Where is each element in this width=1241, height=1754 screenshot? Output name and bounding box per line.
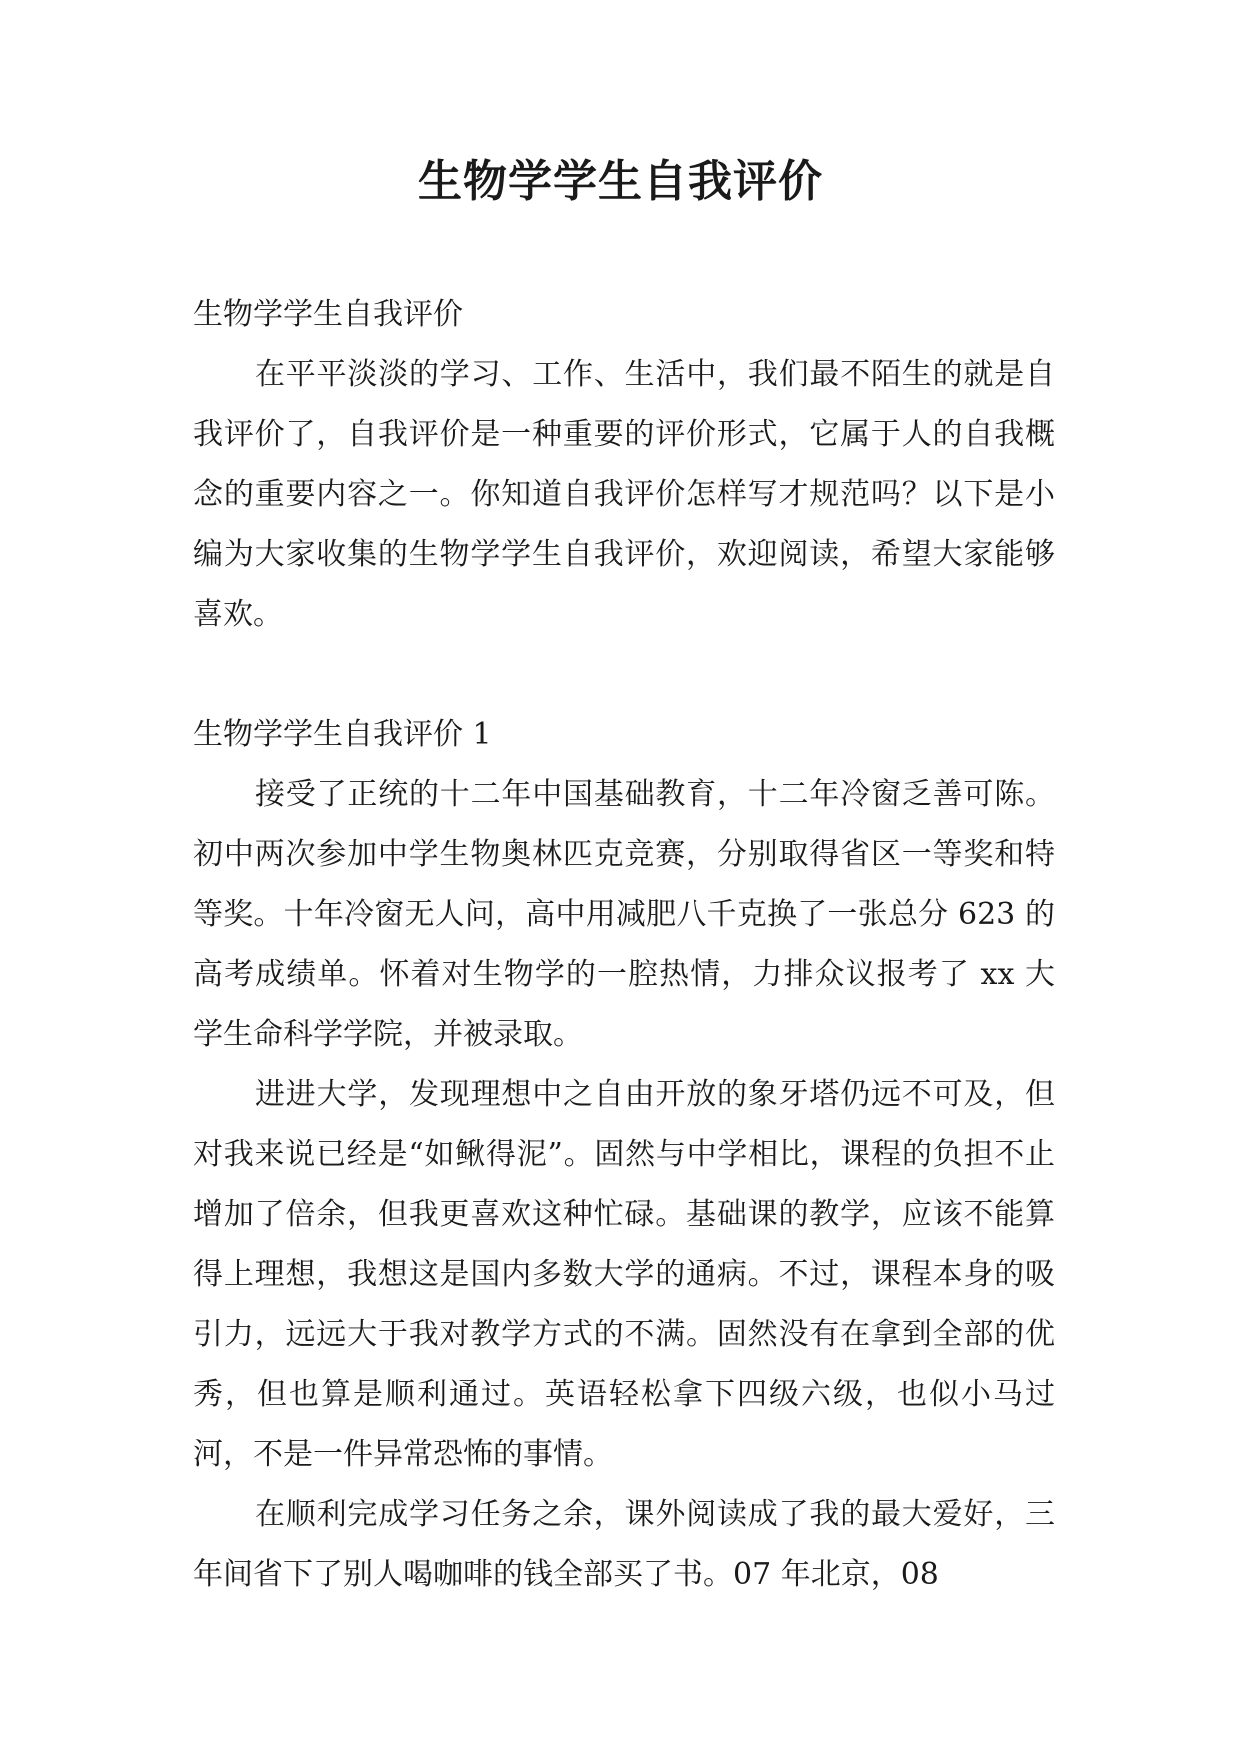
intro-paragraph: 在平平淡淡的学习、工作、生活中，我们最不陌生的就是自我评价了，自我评价是一种重要的评价形式，它属于人的自我概念的重要内容之一。你知道自我评价怎样写才规范吗？以下是小编为大家收集的生物学学生自我评价，欢迎阅读，希望大家能够喜欢。 (193, 357, 1055, 632)
intro-heading: 生物学学生自我评价 (193, 297, 463, 332)
section-spacer (193, 645, 1055, 705)
section1-paragraph-3: 在顺利完成学习任务之余，课外阅读成了我的最大爱好，三年间省下了别人喝咖啡的钱全部买了书。07 年北京，08 (193, 1497, 1055, 1592)
section1-paragraph-2: 进进大学，发现理想中之自由开放的象牙塔仍远不可及，但对我来说已经是“如鳅得泥”。固然与中学相比，课程的负担不止增加了倍余，但我更喜欢这种忙碌。基础课的教学，应该不能算得上理想，我想这是国内多数大学的通病。不过，课程本身的吸引力，远远大于我对教学方式的不满。固然没有在拿到全部的优秀，但也算是顺利通过。英语轻松拿下四级六级，也似小马过河，不是一件异常恐怖的事情。 (193, 1077, 1055, 1472)
document-title: 生物学学生自我评价 (418, 156, 823, 207)
section1-paragraph-1: 接受了正统的十二年中国基础教育，十二年冷窗乏善可陈。初中两次参加中学生物奥林匹克竞赛，分别取得省区一等奖和特等奖。十年冷窗无人问，高中用减肥八千克换了一张总分 623 的高考成绩单。怀着对生物学的一腔热情，力排众议报考了 xx 大学生命科学学院，并被录取。 (193, 777, 1055, 1052)
document-body (193, 285, 1055, 1605)
section-heading-1: 生物学学生自我评价 1 (193, 717, 492, 752)
